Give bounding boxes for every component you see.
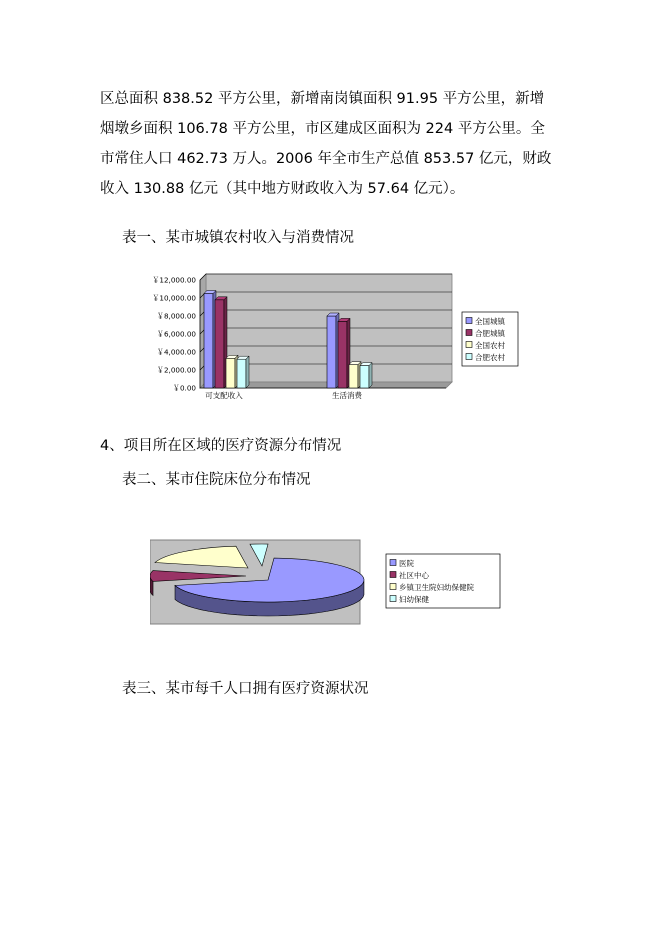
legend-label: 全国城镇 (475, 317, 505, 326)
legend-swatch (466, 330, 472, 336)
legend-label: 乡镇卫生院妇幼保健院 (399, 583, 474, 592)
bar (338, 321, 347, 388)
income-consumption-bar-chart (132, 268, 526, 408)
legend-swatch (466, 354, 472, 360)
table3-heading: 表三、某市每千人口拥有医疗资源状况 (122, 681, 369, 697)
legend-label: 医院 (399, 559, 414, 568)
bar (360, 366, 369, 389)
x-tick-label: 可支配收入 (205, 391, 243, 400)
section4-heading: 4、项目所在区域的医疗资源分布情况 (100, 438, 342, 454)
legend-swatch (390, 560, 396, 566)
paragraph-line: 区总面积 838.52 平方公里，新增南岗镇面积 91.95 平方公里，新增 (100, 91, 545, 107)
bar-side (246, 356, 249, 388)
bar (215, 300, 224, 388)
bar-legend (462, 312, 518, 366)
bar (327, 316, 336, 388)
pie-legend (386, 554, 500, 608)
bed-distribution-pie-chart (150, 538, 502, 628)
y-tick-label: ￥8,000.00 (156, 311, 196, 321)
legend-swatch (466, 318, 472, 324)
paragraph-line: 烟墩乡面积 106.78 平方公里，市区建成区面积为 224 平方公里。全 (100, 121, 545, 137)
y-tick-label: ￥2,000.00 (156, 365, 196, 375)
paragraph-line: 收入 130.88 亿元（其中地方财政收入为 57.64 亿元）。 (100, 181, 465, 197)
legend-label: 全国农村 (475, 341, 505, 350)
x-tick-label: 生活消费 (332, 391, 362, 400)
bar (349, 365, 358, 388)
legend-swatch (390, 572, 396, 578)
y-tick-label: ￥6,000.00 (156, 329, 196, 339)
table1-heading: 表一、某市城镇农村收入与消费情况 (122, 230, 354, 246)
legend-label: 社区中心 (399, 571, 429, 580)
y-tick-label: ￥0.00 (172, 383, 196, 393)
y-tick-label: ￥12,000.00 (152, 275, 196, 285)
legend-label: 合肥农村 (475, 353, 505, 362)
y-tick-label: ￥10,000.00 (152, 293, 196, 303)
bar (204, 294, 213, 389)
paragraph-line: 市常住人口 462.73 万人。2006 年全市生产总值 853.57 亿元，财政 (100, 151, 552, 167)
legend-label: 妇幼保健 (399, 595, 429, 604)
intro-paragraph (100, 84, 565, 204)
bar (237, 359, 246, 388)
legend-swatch (466, 342, 472, 348)
legend-swatch (390, 596, 396, 602)
legend-label: 合肥城镇 (475, 329, 505, 338)
y-tick-label: ￥4,000.00 (156, 347, 196, 357)
table2-heading: 表二、某市住院床位分布情况 (122, 472, 311, 488)
legend-swatch (390, 584, 396, 590)
bar (226, 358, 235, 388)
bar-side (369, 363, 372, 389)
